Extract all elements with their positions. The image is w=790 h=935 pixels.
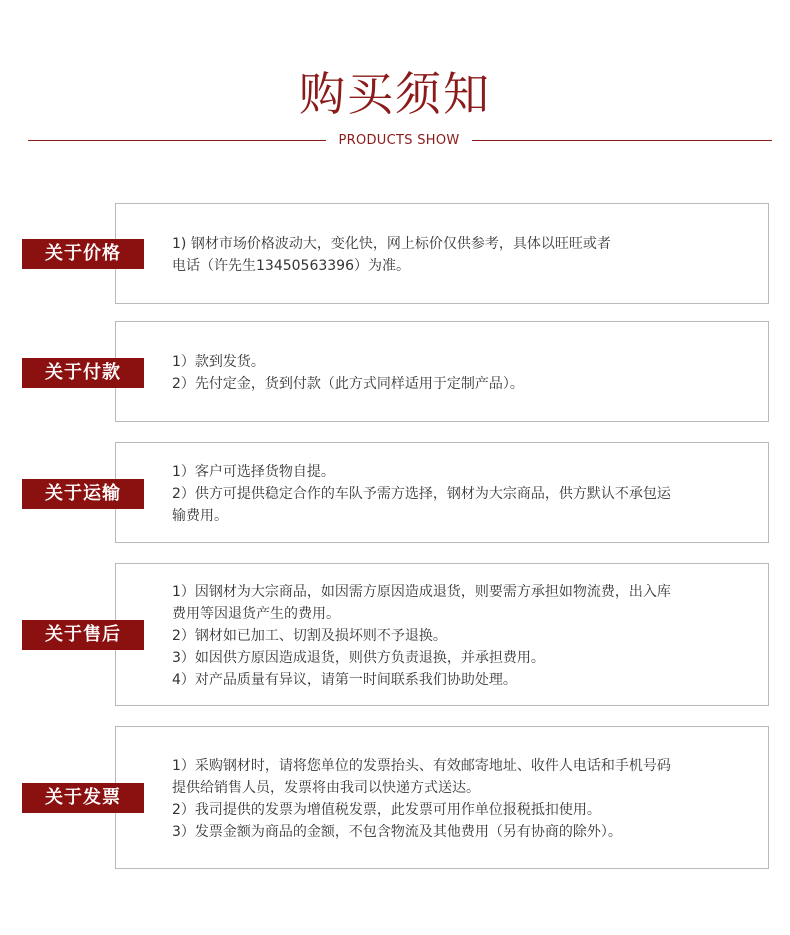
section-aftersales-line: 2）钢材如已加工、切割及损坏则不予退换。 [172, 628, 447, 644]
section-payment-label: 关于付款 [22, 358, 144, 388]
section-invoice-line: 提供给销售人员，发票将由我司以快递方式送达。 [172, 780, 480, 796]
section-price-label: 关于价格 [22, 239, 144, 269]
section-payment-content [172, 351, 752, 395]
section-aftersales-label: 关于售后 [22, 620, 144, 650]
section-aftersales-line: 费用等因退货产生的费用。 [172, 606, 340, 622]
page-title: 购买须知 [299, 67, 491, 121]
section-invoice-line: 2）我司提供的发票为增值税发票，此发票可用作单位报税抵扣使用。 [172, 802, 601, 818]
section-payment-line: 2）先付定金，货到付款（此方式同样适用于定制产品）。 [172, 376, 524, 392]
section-price-line: 1) 钢材市场价格波动大，变化快，网上标价仅供参考，具体以旺旺或者 [172, 236, 611, 252]
section-aftersales-line: 1）因钢材为大宗商品，如因需方原因造成退货，则要需方承担如物流费，出入库 [172, 584, 671, 600]
section-aftersales-line: 4）对产品质量有异议，请第一时间联系我们协助处理。 [172, 672, 517, 688]
section-shipping-line: 输费用。 [172, 508, 228, 524]
section-invoice-label: 关于发票 [22, 783, 144, 813]
divider-left [28, 140, 326, 141]
section-invoice-line: 1）采购钢材时，请将您单位的发票抬头、有效邮寄地址、收件人电话和手机号码 [172, 758, 671, 774]
section-price-content [172, 233, 752, 277]
section-shipping-label: 关于运输 [22, 479, 144, 509]
section-aftersales-line: 3）如因供方原因造成退货，则供方负责退换，并承担费用。 [172, 650, 545, 666]
section-invoice-line: 3）发票金额为商品的金额，不包含物流及其他费用（另有协商的除外）。 [172, 824, 622, 840]
page-subtitle: PRODUCTS SHOW [338, 133, 460, 148]
section-shipping-line: 2）供方可提供稳定合作的车队予需方选择，钢材为大宗商品，供方默认不承包运 [172, 486, 671, 502]
section-aftersales-content [172, 581, 752, 691]
section-invoice-content [172, 755, 752, 843]
section-price-line: 电话（许先生13450563396）为准。 [172, 258, 410, 274]
section-shipping-content [172, 461, 752, 527]
divider-right [472, 140, 772, 141]
section-shipping-line: 1）客户可选择货物自提。 [172, 464, 335, 480]
section-payment-line: 1）款到发货。 [172, 354, 265, 370]
subtitle-row [0, 131, 790, 151]
